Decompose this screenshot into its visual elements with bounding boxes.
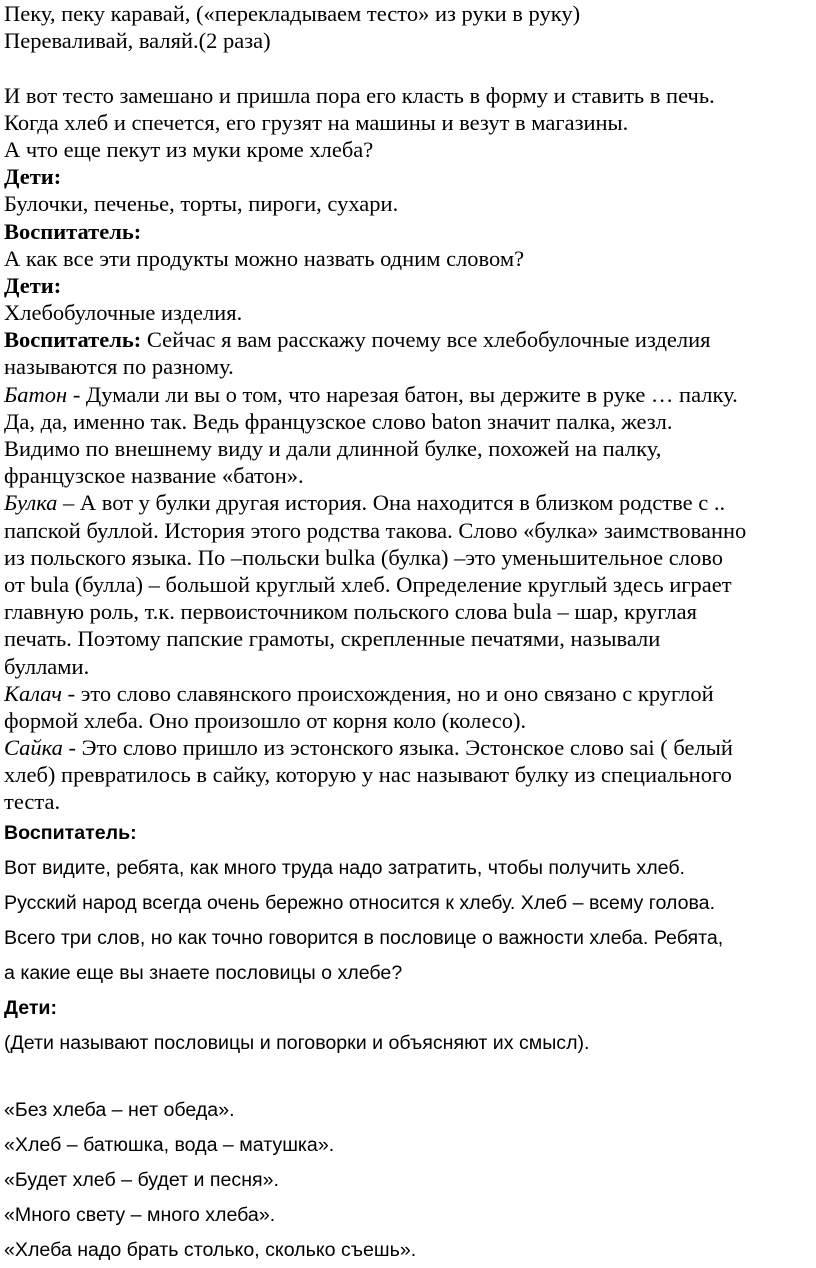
speaker-children: Дети: <box>4 272 62 298</box>
text-line: Всего три слов, но как точно говорится в пословице о важности хлеба. Ребята, <box>4 926 724 949</box>
blank-line <box>4 54 816 81</box>
text-line: (Дети называют пословицы и поговорки и объясняют их смысл). <box>4 1031 590 1054</box>
text-line: Русский народ всегда очень бережно относится к хлебу. Хлеб – всему голова. <box>4 891 716 914</box>
text-line <box>4 734 816 761</box>
text-line: от bula (булла) – большой круглый хлеб. Определение круглый здесь играет <box>4 571 732 597</box>
answer-line: Булочки, печенье, торты, пироги, сухари. <box>4 191 399 217</box>
proverb-line: «Много свету – много хлеба». <box>4 1203 276 1226</box>
speaker-children: Дети: <box>4 996 58 1019</box>
text-line: хлеб) превратилось в сайку, которую у нас называют булку из специального <box>4 762 732 788</box>
text-run: - Думали ли вы о том, что нарезая батон, вы держите в руке … палку. <box>67 381 738 407</box>
text-line: Когда хлеб и спечется, его грузят на машины и везут в магазины. <box>4 109 629 135</box>
text-line: теста. <box>4 789 61 815</box>
question-line: а какие еще вы знаете пословицы о хлебе? <box>4 961 403 984</box>
speaker-teacher: Воспитатель: <box>4 218 142 244</box>
text-line: папской буллой. История этого родства такова. Слово «булка» заимствованно <box>4 517 747 543</box>
question-line: А что еще пекут из муки кроме хлеба? <box>4 136 374 162</box>
proverb-line: «Без хлеба – нет обеда». <box>4 1098 235 1121</box>
text-line: Вот видите, ребята, как много труда надо затратить, чтобы получить хлеб. <box>4 856 686 879</box>
speaker-teacher: Воспитатель: <box>4 327 142 353</box>
term-kalach: Калач <box>4 680 62 706</box>
speaker-teacher: Воспитатель: <box>4 821 137 844</box>
term-baton: Батон <box>4 381 68 407</box>
text-run: – А вот у булки другая история. Она находится в близком родстве с .. <box>57 490 726 516</box>
text-line: И вот тесто замешано и пришла пора его класть в форму и ставить в печь. <box>4 82 715 108</box>
blank-line <box>4 1061 816 1093</box>
question-line: А как все эти продукты можно назвать одним словом? <box>4 245 525 271</box>
document-page <box>4 0 816 1268</box>
text-line: печать. Поэтому папские грамоты, скрепленные печатями, называли <box>4 626 661 652</box>
speaker-children: Дети: <box>4 164 62 190</box>
answer-line: Хлебобулочные изделия. <box>4 300 243 326</box>
text-run: - Это слово пришло из эстонского языка. Эстонское слово sai ( белый <box>62 735 733 761</box>
text-line: формой хлеба. Оно произошло от корня коло (колесо). <box>4 707 527 733</box>
rhyme-line-1: Пеку, пеку каравай, («перекладываем тесто» из руки в руку) <box>4 1 581 26</box>
sans-text-block <box>4 816 816 1268</box>
text-line <box>4 489 816 516</box>
text-line: Да, да, именно так. Ведь французское слово baton значит палка, жезл. <box>4 408 673 434</box>
text-line: буллами. <box>4 653 90 679</box>
text-run: Сейчас я вам расскажу почему все хлебобулочные изделия <box>141 327 711 353</box>
term-sayka: Сайка <box>4 735 63 761</box>
term-bulka: Булка <box>4 490 58 516</box>
rhyme-line-2: Переваливай, валяй.(2 раза) <box>4 28 271 54</box>
proverb-line: «Хлеба надо брать столько, сколько съешь». <box>4 1238 417 1261</box>
text-line: французское название «батон». <box>4 463 304 489</box>
text-line <box>4 680 816 707</box>
text-line: называются по разному. <box>4 354 234 380</box>
text-line <box>4 381 816 408</box>
serif-text-block <box>4 0 816 816</box>
text-run: - это слово славянского происхождения, но и оно связано с круглой <box>61 680 714 706</box>
text-line <box>4 326 816 353</box>
text-line: Видимо по внешнему виду и дали длинной булке, похожей на палку, <box>4 436 662 461</box>
text-line: главную роль, т.к. первоисточником польского слова bula – шар, круглая <box>4 599 697 625</box>
text-line: из польского языка. По –польски bulka (булка) –это уменьшительное слово <box>4 544 723 570</box>
proverb-line: «Будет хлеб – будет и песня». <box>4 1168 279 1191</box>
proverb-line: «Хлеб – батюшка, вода – матушка». <box>4 1133 335 1156</box>
